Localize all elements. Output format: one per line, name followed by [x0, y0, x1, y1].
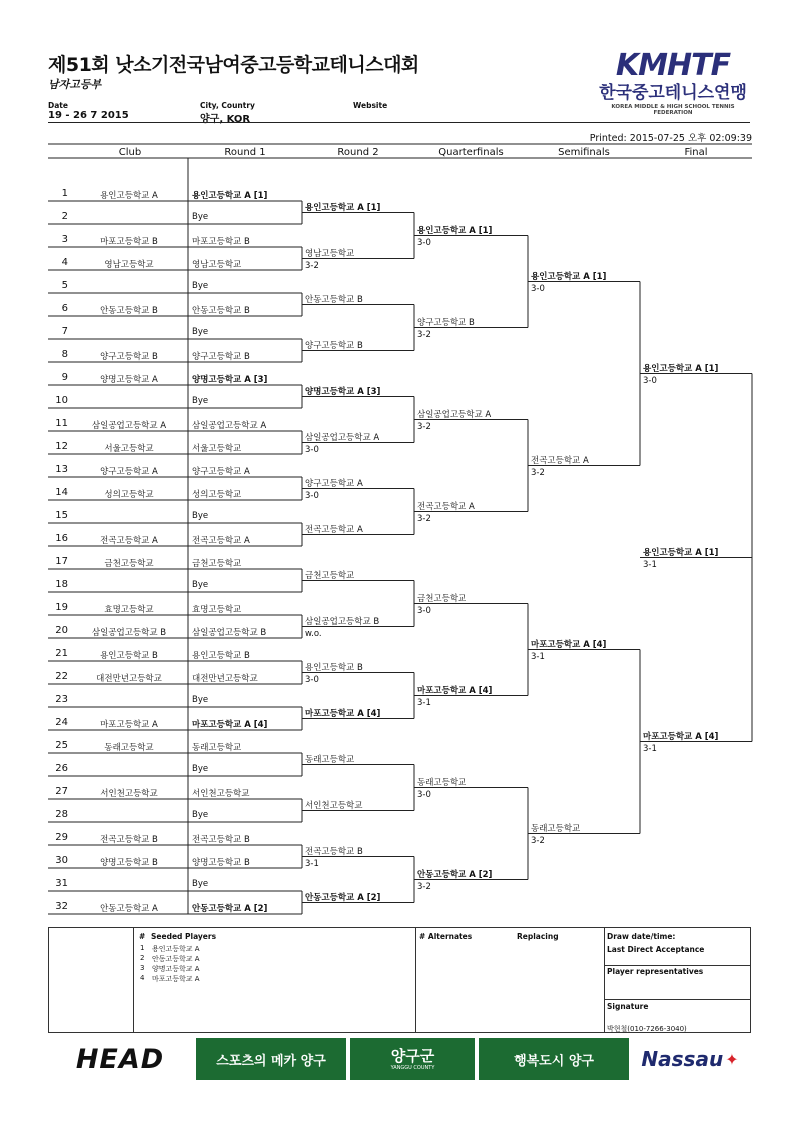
draw-position: 23 — [55, 694, 68, 705]
round1-player: 양구고등학교 B — [192, 352, 250, 362]
round2-winner: 용인고등학교 A [1] — [305, 202, 381, 213]
signature-label: Signature — [607, 1002, 649, 1011]
col-final: Final — [684, 147, 708, 158]
draw-position: 7 — [61, 326, 68, 337]
quarterfinals-score: 3-2 — [417, 513, 431, 524]
yanggu-county-banner — [350, 1038, 475, 1080]
player-representatives-label: Player representatives — [607, 967, 704, 976]
round1-player: 금천고등학교 — [192, 559, 242, 569]
club-name: 안동고등학교 B — [100, 306, 158, 316]
col-semifinals: Semifinals — [558, 147, 610, 158]
draw-position: 20 — [55, 625, 68, 636]
round1-player: 안동고등학교 A [2] — [192, 904, 268, 914]
round1-player: 삼일공업고등학교 B — [192, 628, 267, 638]
final-winner: 용인고등학교 A [1] — [643, 363, 719, 374]
round1-player: Bye — [192, 327, 209, 337]
tournament-title: 제51회 낫소기전국남여중고등학교테니스대회 — [48, 54, 419, 76]
draw-position: 16 — [55, 533, 68, 544]
quarterfinals-winner: 용인고등학교 A [1] — [417, 225, 493, 236]
quarterfinals-score: 3-2 — [417, 421, 431, 432]
draw-position: 11 — [55, 418, 68, 429]
round2-winner: 전곡고등학교 B — [305, 846, 363, 857]
round1-player: Bye — [192, 764, 209, 774]
round1-player: 용인고등학교 A [1] — [192, 191, 268, 201]
round1-player: 서인천고등학교 — [192, 789, 250, 799]
round2-score: 3-0 — [305, 490, 319, 501]
draw-position: 9 — [61, 372, 68, 383]
happy-city-text: 행복도시 양구 — [514, 1053, 594, 1069]
round2-winner: 용인고등학교 B — [305, 662, 363, 673]
semifinals-winner: 용인고등학교 A [1] — [531, 271, 607, 282]
round1-player: 양구고등학교 A — [192, 467, 250, 477]
col-round1: Round 1 — [224, 147, 266, 158]
club-name: 용인고등학교 B — [100, 651, 158, 661]
draw-position: 27 — [55, 786, 68, 797]
final-score: 3-0 — [643, 375, 657, 386]
nassau-logo-text: Nassau — [641, 1047, 724, 1071]
federation-name-ko: 한국중고테니스연맹 — [599, 83, 747, 103]
round1-player: Bye — [192, 511, 209, 521]
round1-player: 성의고등학교 — [192, 490, 242, 500]
round1-player: 전곡고등학교 B — [192, 835, 250, 845]
semifinals-winner: 동래고등학교 — [531, 823, 581, 834]
club-name: 대전만년고등학교 — [96, 674, 162, 684]
round2-winner: 동래고등학교 — [305, 754, 355, 765]
draw-position: 24 — [55, 717, 68, 728]
round1-player: Bye — [192, 810, 209, 820]
draw-position: 2 — [61, 211, 68, 222]
club-name: 삼일공업고등학교 A — [91, 421, 167, 431]
round2-winner: 양명고등학교 A [3] — [305, 386, 381, 397]
round1-player: 서울고등학교 — [192, 444, 242, 454]
draw-position: 32 — [55, 901, 68, 912]
semifinals-score: 3-2 — [531, 835, 545, 846]
draw-position: 22 — [55, 671, 68, 682]
draw-position: 10 — [55, 395, 68, 406]
draw-position: 29 — [55, 832, 68, 843]
draw-position: 25 — [55, 740, 68, 751]
federation-name-en: KOREA MIDDLE & HIGH SCHOOL TENNIS FEDERATION — [611, 104, 735, 116]
round1-player: Bye — [192, 695, 209, 705]
draw-position: 31 — [55, 878, 68, 889]
champion-score: 3-1 — [643, 559, 657, 570]
club-name: 양구고등학교 A — [100, 467, 158, 477]
website-label: Website — [353, 101, 388, 110]
club-name: 전곡고등학교 B — [100, 835, 158, 845]
yanggu-slogan-banner — [196, 1038, 346, 1080]
club-name: 동래고등학교 — [104, 743, 154, 753]
semifinals-score: 3-1 — [531, 651, 545, 662]
happy-city-banner — [479, 1038, 629, 1080]
event-subtitle: 남자고등부 — [48, 78, 102, 91]
round1-player: Bye — [192, 281, 209, 291]
round1-player: 삼일공업고등학교 A — [192, 421, 267, 431]
club-name: 마포고등학교 B — [100, 237, 158, 247]
head-logo-text: HEAD — [75, 1043, 165, 1075]
club-name: 양명고등학교 B — [100, 858, 158, 868]
club-name: 양명고등학교 A — [100, 375, 158, 385]
draw-position: 5 — [61, 280, 68, 291]
club-name: 영남고등학교 — [104, 260, 154, 270]
semifinals-winner: 마포고등학교 A [4] — [531, 639, 607, 650]
date-label: Date — [48, 101, 68, 110]
club-name: 용인고등학교 A — [100, 191, 158, 201]
club-name: 마포고등학교 A — [100, 720, 158, 730]
round1-player: 마포고등학교 B — [192, 237, 250, 247]
draw-position: 3 — [61, 234, 68, 245]
draw-position: 19 — [55, 602, 68, 613]
club-name: 전곡고등학교 A — [100, 536, 158, 546]
quarterfinals-winner: 동래고등학교 — [417, 777, 467, 788]
club-name: 성의고등학교 — [104, 490, 154, 500]
round1-player: 양명고등학교 A [3] — [192, 375, 268, 385]
round1-player: 효명고등학교 — [192, 605, 242, 615]
club-name: 서울고등학교 — [104, 444, 154, 454]
round2-score: 3-0 — [305, 444, 319, 455]
draw-position: 13 — [55, 464, 68, 475]
city-value: 양구, KOR — [200, 114, 251, 125]
quarterfinals-winner: 삼일공업고등학교 A — [417, 409, 492, 420]
round1-player: 양명고등학교 B — [192, 858, 250, 868]
quarterfinals-winner: 금천고등학교 — [417, 593, 467, 604]
quarterfinals-score: 3-0 — [417, 237, 431, 248]
round2-winner: 안동고등학교 B — [305, 294, 363, 305]
nassau-logo — [634, 1038, 746, 1080]
draw-position: 12 — [55, 441, 68, 452]
round2-winner: 삼일공업고등학교 A — [305, 432, 380, 443]
round2-winner: 마포고등학교 A [4] — [305, 708, 381, 719]
club-name: 안동고등학교 A — [100, 904, 158, 914]
round2-score: 3-0 — [305, 674, 319, 685]
club-name: 서인천고등학교 — [100, 789, 158, 799]
draw-position: 6 — [61, 303, 68, 314]
quarterfinals-winner: 전곡고등학교 A — [417, 501, 475, 512]
seed-number: 1 — [140, 944, 145, 952]
quarterfinals-winner: 마포고등학교 A [4] — [417, 685, 493, 696]
round2-score: w.o. — [305, 628, 322, 639]
draw-position: 28 — [55, 809, 68, 820]
quarterfinals-score: 3-0 — [417, 789, 431, 800]
quarterfinals-score: 3-2 — [417, 329, 431, 340]
round1-player: 영남고등학교 — [192, 260, 242, 270]
round1-player: Bye — [192, 396, 209, 406]
kmhtf-logo-text: KMHTF — [615, 48, 731, 83]
quarterfinals-score: 3-2 — [417, 881, 431, 892]
replacing-title: Replacing — [517, 932, 559, 941]
round1-player: 용인고등학교 B — [192, 651, 250, 661]
seed-number: 4 — [140, 974, 145, 982]
yanggu-county-text: 양구군 — [390, 1047, 435, 1065]
club-name: 양구고등학교 B — [100, 352, 158, 362]
seed-name: 용인고등학교 A — [152, 945, 200, 953]
round2-winner: 삼일공업고등학교 B — [305, 616, 380, 627]
round2-winner: 양구고등학교 A — [305, 478, 363, 489]
round2-winner: 금천고등학교 — [305, 570, 355, 581]
round2-winner: 안동고등학교 A [2] — [305, 892, 381, 903]
seed-number: 2 — [140, 954, 145, 962]
quarterfinals-score: 3-0 — [417, 605, 431, 616]
semifinals-winner: 전곡고등학교 A — [531, 455, 589, 466]
col-round2: Round 2 — [337, 147, 379, 158]
semifinals-score: 3-0 — [531, 283, 545, 294]
round1-player: Bye — [192, 212, 209, 222]
round1-player: Bye — [192, 580, 209, 590]
club-name: 삼일공업고등학교 B — [91, 628, 167, 638]
seed-number: 3 — [140, 964, 145, 972]
round2-winner: 전곡고등학교 A — [305, 524, 363, 535]
alternates-title: # Alternates — [419, 932, 473, 941]
draw-date-label: Draw date/time: — [607, 932, 676, 941]
head-logo — [55, 1038, 185, 1080]
seed-name: 마포고등학교 A — [152, 975, 200, 983]
yanggu-slogan-text: 스포츠의 메카 양구 — [216, 1053, 326, 1069]
club-name: 금천고등학교 — [104, 559, 154, 569]
seed-name: 안동고등학교 A — [152, 955, 200, 963]
round1-player: 대전만년고등학교 — [192, 674, 258, 684]
final-score: 3-1 — [643, 743, 657, 754]
col-club: Club — [118, 147, 142, 158]
yanggu-county-en-text: YANGGU COUNTY — [390, 1065, 435, 1071]
draw-position: 21 — [55, 648, 68, 659]
seed-name: 양명고등학교 A — [152, 965, 200, 973]
printed-timestamp: Printed: 2015-07-25 오후 02:09:39 — [589, 133, 752, 144]
round1-player: 안동고등학교 B — [192, 306, 250, 316]
draw-position: 1 — [61, 188, 68, 199]
city-label: City, Country — [200, 101, 255, 110]
round1-player: 마포고등학교 A [4] — [192, 720, 268, 730]
last-direct-acceptance-label: Last Direct Acceptance — [607, 945, 705, 954]
quarterfinals-winner: 양구고등학교 B — [417, 317, 475, 328]
draw-position: 26 — [55, 763, 68, 774]
final-winner: 마포고등학교 A [4] — [643, 731, 719, 742]
round1-player: 전곡고등학교 A — [192, 536, 250, 546]
round2-score: 3-2 — [305, 260, 319, 271]
draw-position: 4 — [61, 257, 68, 268]
round2-winner: 서인천고등학교 — [305, 800, 363, 811]
round1-player: 동래고등학교 — [192, 743, 242, 753]
semifinals-score: 3-2 — [531, 467, 545, 478]
seeded-players-title: Seeded Players — [151, 932, 217, 941]
signer-name: 박현철(010-7266-3040) — [607, 1025, 687, 1033]
round1-player: Bye — [192, 879, 209, 889]
draw-position: 14 — [55, 487, 68, 498]
draw-position: 18 — [55, 579, 68, 590]
date-value: 19 - 26 7 2015 — [48, 110, 129, 121]
seeded-hash: # — [139, 932, 146, 941]
round2-winner: 양구고등학교 B — [305, 340, 363, 351]
col-quarterfinals: Quarterfinals — [438, 147, 504, 158]
draw-position: 17 — [55, 556, 68, 567]
round2-winner: 영남고등학교 — [305, 248, 355, 259]
quarterfinals-winner: 안동고등학교 A [2] — [417, 869, 493, 880]
draw-position: 8 — [61, 349, 68, 360]
champion-name: 용인고등학교 A [1] — [643, 547, 719, 558]
quarterfinals-score: 3-1 — [417, 697, 431, 708]
draw-position: 15 — [55, 510, 68, 521]
draw-position: 30 — [55, 855, 68, 866]
club-name: 효명고등학교 — [104, 605, 154, 615]
round2-score: 3-1 — [305, 858, 319, 869]
nassau-mark-icon: ✦ — [725, 1049, 739, 1069]
